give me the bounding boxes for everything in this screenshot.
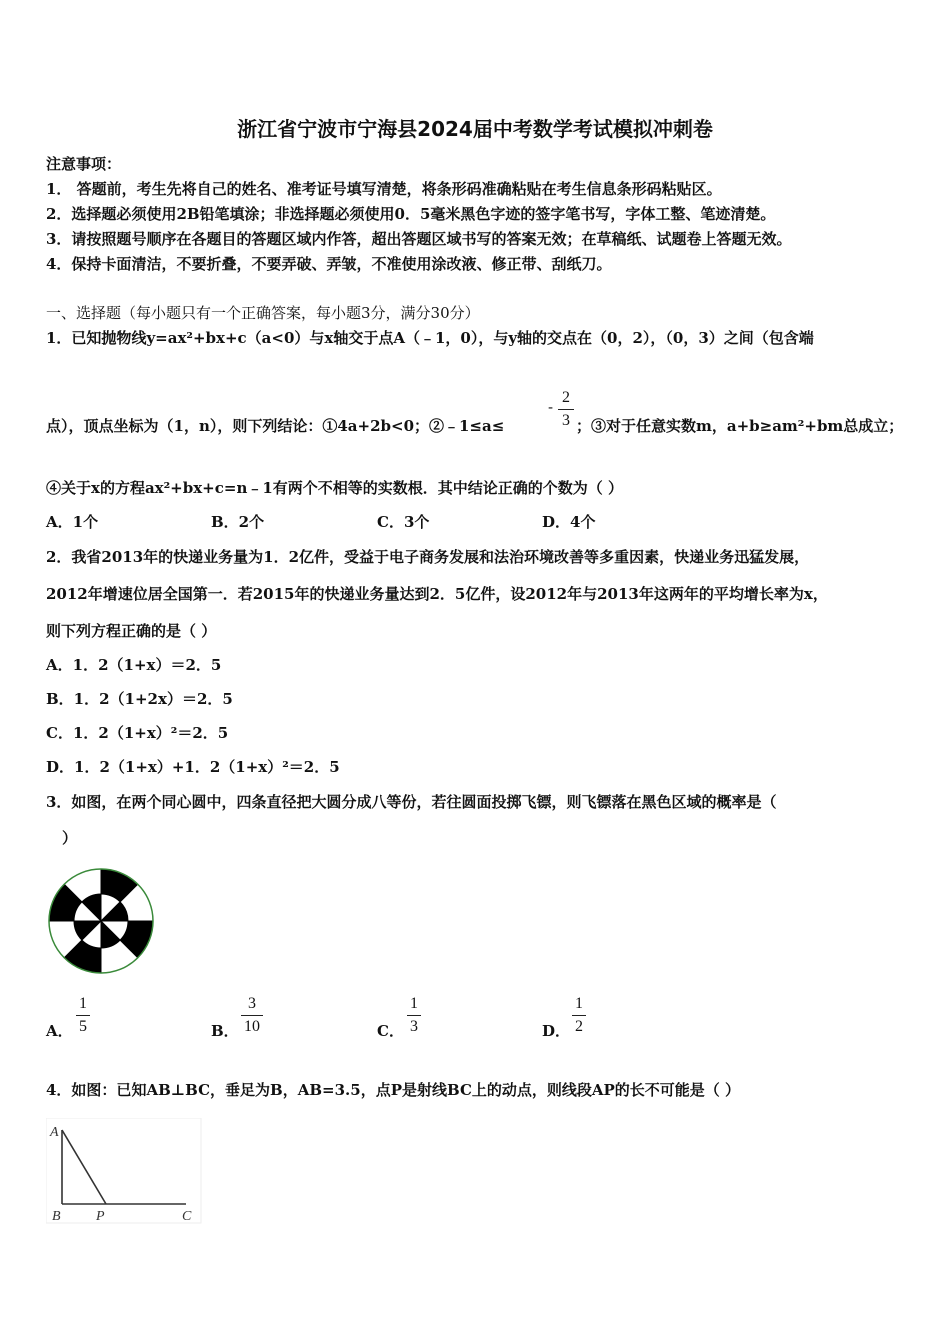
q2-line1: 2．我省2013年的快递业务量为1．2亿件，受益于电子商务发展和法治环境改善等多重因素，快递业务迅猛发展，	[46, 548, 810, 566]
q1-line3: ④关于x的方程ax²+bx+c=n﹣1有两个不相等的实数根．其中结论正确的个数为（ ）	[46, 479, 624, 497]
q1-line2b: ；③对于任意实数m，a+b≥am²+bm总成立；	[576, 417, 904, 435]
q1-line2a: 点），顶点坐标为（1，n），则下列结论：①4a+2b<0；②﹣1≤a≤	[46, 417, 505, 435]
q3-option-c-fraction: 1 3	[407, 994, 421, 1037]
q2-option-a[interactable]: A．1．2（1+x）＝2．5	[46, 656, 222, 674]
q1-line1: 1．已知抛物线y=ax²+bx+c（a<0）与x轴交于点A（﹣1，0），与y轴的交点在（0，2），（0，3）之间（包含端	[46, 329, 814, 347]
q1-frac-sign: -	[548, 398, 554, 416]
segment-ap	[62, 1130, 106, 1204]
q2-option-b[interactable]: B．1．2（1+2x）＝2．5	[46, 690, 233, 708]
concentric-circles-figure	[46, 866, 156, 976]
q3-option-b-fraction: 3 10	[241, 994, 263, 1037]
right-angle-figure	[46, 1118, 206, 1228]
q3-option-a-label[interactable]: A．	[46, 1022, 73, 1040]
q3-option-d-fraction: 1 2	[572, 994, 586, 1037]
label-p: P	[96, 1209, 105, 1224]
q1-option-a[interactable]: A．1个	[46, 513, 99, 531]
q3-line1: 3．如图，在两个同心圆中，四条直径把大圆分成八等份，若往圆面投掷飞镖，则飞镖落在黑色区域的概率是（	[46, 793, 777, 811]
label-a: A	[50, 1125, 59, 1140]
q4-line1: 4．如图：已知AB⊥BC，垂足为B，AB=3.5，点P是射线BC上的动点，则线段AP的长不可能是（ ）	[46, 1081, 741, 1099]
q1-frac-num: 2	[562, 389, 570, 406]
q3-line2: ）	[62, 829, 78, 847]
section-heading: 一、选择题（每小题只有一个正确答案，每小题3分，满分30分）	[46, 304, 480, 322]
notice-item: 1． 答题前，考生先将自己的姓名、准考证号填写清楚，将条形码准确粘贴在考生信息条形码粘贴区。	[46, 180, 722, 198]
notice-item: 2．选择题必须使用2B铅笔填涂；非选择题必须使用0．5毫米黑色字迹的签字笔书写，字体工整、笔迹清楚。	[46, 205, 776, 223]
q1-frac-den: 3	[562, 412, 570, 429]
q2-line2: 2012年增速位居全国第一．若2015年的快递业务量达到2．5亿件，设2012年与2013年这两年的平均增长率为x，	[46, 585, 828, 603]
q2-option-c[interactable]: C．1．2（1+x）²＝2．5	[46, 724, 229, 742]
q2-option-d[interactable]: D．1．2（1+x）+1．2（1+x）²＝2．5	[46, 758, 340, 776]
q3-option-a-fraction: 1 5	[76, 994, 90, 1037]
q1-option-d[interactable]: D．4个	[542, 513, 596, 531]
label-c: C	[182, 1209, 192, 1224]
q3-option-b-label[interactable]: B．	[211, 1022, 239, 1040]
q3-option-c-label[interactable]: C．	[377, 1022, 404, 1040]
label-b: B	[52, 1209, 61, 1224]
q2-line3: 则下列方程正确的是（ ）	[46, 622, 217, 640]
q3-option-d-label[interactable]: D．	[542, 1022, 571, 1040]
q1-fraction	[558, 388, 574, 431]
q1-option-b[interactable]: B．2个	[211, 513, 265, 531]
page-title: 浙江省宁波市宁海县2024届中考数学考试模拟冲刺卷	[237, 117, 713, 141]
q1-option-c[interactable]: C．3个	[377, 513, 430, 531]
notice-item: 4．保持卡面清洁，不要折叠，不要弄破、弄皱，不准使用涂改液、修正带、刮纸刀。	[46, 255, 612, 273]
notice-heading: 注意事项：	[46, 155, 122, 173]
notice-item: 3．请按照题号顺序在各题目的答题区域内作答，超出答题区域书写的答案无效；在草稿纸、试题卷上答题无效。	[46, 230, 792, 248]
